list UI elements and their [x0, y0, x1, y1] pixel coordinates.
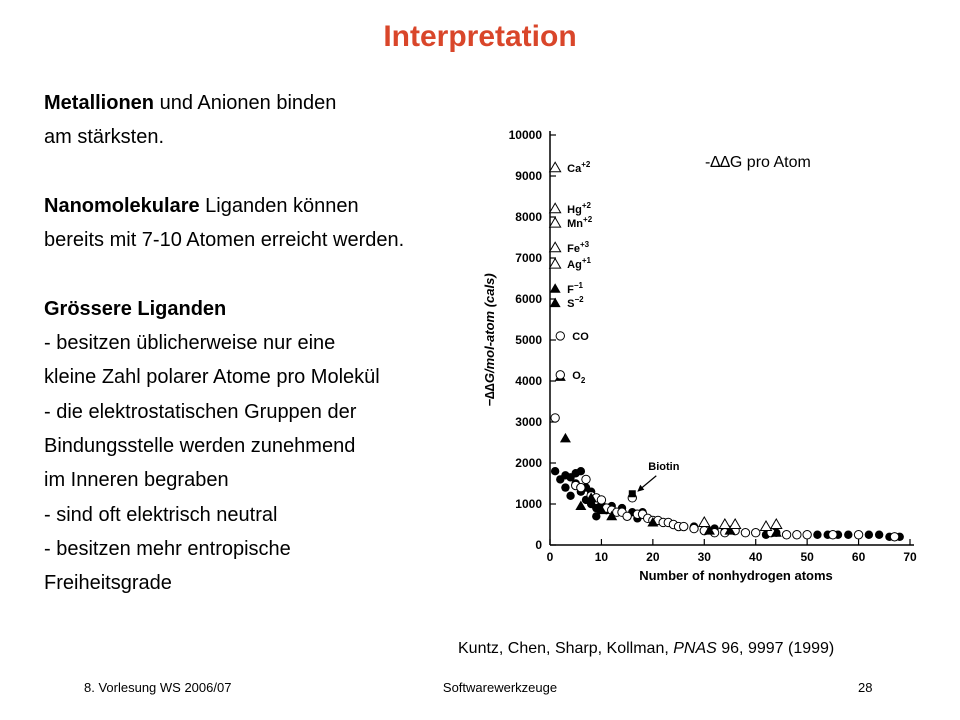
- y-axis-label: −∆∆G/mol-atom (cals): [482, 273, 497, 407]
- data-point-open-circle: [782, 531, 790, 539]
- point-label: [572, 331, 589, 343]
- y-tick-label: 2000: [515, 456, 542, 470]
- body-line: [44, 395, 484, 429]
- x-tick-label: 50: [800, 550, 814, 564]
- y-tick-label: 10000: [508, 128, 542, 142]
- body-line-text: bereits mit 7-10 Atomen erreicht werden.: [44, 229, 405, 252]
- point-label-superscript: +2: [581, 159, 591, 169]
- body-line-text: - die elektrostatischen Gruppen der: [44, 400, 357, 423]
- data-point-open-circle: [829, 531, 837, 539]
- point-label-base: F: [567, 283, 574, 296]
- point-label-superscript: −2: [574, 295, 584, 305]
- y-tick-label: 1000: [515, 497, 542, 511]
- point-label-superscript: +1: [581, 256, 591, 266]
- footer-page-number: 28: [858, 680, 873, 695]
- point-label-superscript: +2: [583, 215, 593, 225]
- body-line: [44, 292, 484, 326]
- body-line-emphasis: Grössere Liganden: [44, 297, 227, 320]
- data-point-open-circle: [623, 512, 631, 520]
- data-point-filled-circle: [844, 531, 852, 539]
- x-tick-label: 60: [851, 550, 866, 564]
- point-label-base: Ca: [567, 162, 582, 175]
- data-point-open-circle: [597, 496, 605, 504]
- point-label: [567, 240, 590, 255]
- data-point-open-triangle: [550, 218, 561, 228]
- data-point-filled-circle: [813, 531, 821, 539]
- body-line-text: im Inneren begraben: [44, 469, 229, 492]
- chart-annotation: -∆∆G pro Atom: [705, 154, 811, 171]
- data-point-open-circle: [793, 531, 801, 539]
- body-line-text: am stärksten.: [44, 126, 165, 149]
- y-tick-label: 7000: [515, 251, 542, 265]
- data-point-open-circle: [582, 475, 590, 483]
- data-point-open-circle: [741, 529, 749, 537]
- data-point-open-circle: [752, 529, 760, 537]
- body-line-emphasis: Metallionen: [44, 92, 155, 114]
- y-tick-label: 5000: [515, 333, 542, 347]
- point-label: [567, 201, 591, 216]
- body-line: [44, 498, 484, 532]
- body-spacer: [44, 257, 484, 291]
- point-label-superscript: +3: [579, 239, 590, 249]
- chart-svg: [478, 118, 928, 608]
- body-line: [44, 326, 484, 360]
- body-line-text: Freiheitsgrade: [44, 572, 172, 595]
- slide-title: Interpretation: [383, 20, 577, 53]
- point-label-base: Hg: [567, 203, 582, 216]
- body-line-text: - sind oft elektrisch neutral: [44, 503, 278, 526]
- chart: [478, 118, 928, 608]
- point-label-superscript: −1: [573, 280, 584, 290]
- data-point-filled-circle: [865, 531, 873, 539]
- biotin-arrow-head: [637, 485, 644, 492]
- citation-volume: 96, 9997 (1999): [716, 640, 835, 657]
- body-line: [44, 86, 484, 120]
- point-label: [567, 281, 583, 296]
- body-line-text: und Anionen binden: [154, 92, 337, 114]
- data-point-open-circle: [556, 371, 564, 379]
- x-tick-label: 30: [697, 550, 711, 564]
- x-axis-label: Number of nonhydrogen atoms: [639, 568, 833, 583]
- footer-course: Softwarewerkzeuge: [442, 680, 558, 695]
- point-label: [567, 215, 593, 230]
- body-line: [44, 566, 484, 600]
- point-label-base: Mn: [567, 218, 584, 231]
- data-point-open-circle: [890, 533, 898, 541]
- y-tick-label: 8000: [515, 210, 542, 224]
- data-point-open-triangle: [699, 517, 710, 527]
- body-line: [44, 429, 484, 463]
- data-point-filled-circle: [561, 483, 569, 491]
- data-point-open-triangle: [550, 242, 561, 252]
- data-point-open-circle: [680, 522, 688, 530]
- point-label-base: Ag: [567, 259, 582, 272]
- body-line: [44, 223, 484, 257]
- x-tick-label: 10: [594, 550, 609, 564]
- data-point-filled-circle: [566, 492, 574, 500]
- data-point-open-circle: [803, 531, 811, 539]
- data-point-filled-triangle: [550, 283, 561, 293]
- y-tick-label: 0: [535, 538, 542, 552]
- data-point-open-triangle: [771, 519, 782, 529]
- data-point-open-triangle: [550, 259, 561, 269]
- y-tick-label: 6000: [515, 292, 542, 306]
- x-tick-label: 0: [546, 550, 554, 564]
- body-line: [44, 189, 484, 223]
- data-point-open-triangle: [761, 521, 772, 531]
- body-line-text: Bindungsstelle werden zunehmend: [44, 434, 356, 457]
- point-label-base: O: [572, 369, 581, 382]
- data-point-open-triangle: [550, 162, 561, 172]
- data-point-open-triangle: [730, 519, 741, 529]
- x-tick-label: 40: [749, 550, 763, 564]
- data-point-filled-square: [629, 490, 636, 497]
- x-tick-label: 70: [903, 550, 917, 564]
- data-point-open-circle: [854, 531, 862, 539]
- citation-authors: Kuntz, Chen, Sharp, Kollman,: [458, 640, 674, 657]
- data-point-open-circle: [551, 414, 559, 422]
- body-text: [44, 86, 484, 600]
- data-point-filled-circle: [551, 467, 559, 475]
- point-label: [567, 160, 591, 175]
- citation: [458, 640, 834, 658]
- data-point-open-circle: [577, 483, 585, 491]
- data-point-open-triangle: [550, 203, 561, 213]
- data-point-open-circle: [556, 332, 564, 340]
- point-label: [572, 370, 586, 385]
- citation-journal: PNAS: [673, 640, 717, 657]
- data-point-open-circle: [690, 524, 698, 532]
- body-line-text: - besitzen üblicherweise nur eine: [44, 332, 336, 355]
- body-line-text: Liganden können: [199, 194, 359, 217]
- body-spacer: [44, 155, 484, 189]
- body-line: [44, 463, 484, 497]
- body-line-text: - besitzen mehr entropische: [44, 537, 291, 560]
- point-label: [567, 256, 591, 271]
- body-line-emphasis: Nanomolekulare: [44, 194, 200, 217]
- point-label-base: CO: [572, 330, 589, 343]
- data-point-filled-circle: [577, 467, 585, 475]
- data-point-open-triangle: [719, 519, 730, 529]
- data-point-filled-circle: [875, 531, 883, 539]
- body-line: [44, 532, 484, 566]
- point-label-subscript: 2: [580, 375, 586, 385]
- y-tick-label: 3000: [515, 415, 542, 429]
- point-label-base: S: [567, 298, 575, 311]
- body-line: [44, 360, 484, 394]
- y-tick-label: 9000: [515, 169, 542, 183]
- body-line-text: kleine Zahl polarer Atome pro Molekül: [44, 366, 380, 389]
- body-line: [44, 120, 484, 154]
- y-tick-label: 4000: [515, 374, 542, 388]
- data-point-filled-triangle: [560, 433, 571, 443]
- point-label-superscript: +2: [581, 200, 591, 210]
- footer-lecture: 8. Vorlesung WS 2006/07: [84, 680, 232, 695]
- x-tick-label: 20: [646, 550, 660, 564]
- point-label: [567, 295, 584, 310]
- point-label-base: Fe: [567, 242, 580, 255]
- point-label: Biotin: [648, 460, 680, 473]
